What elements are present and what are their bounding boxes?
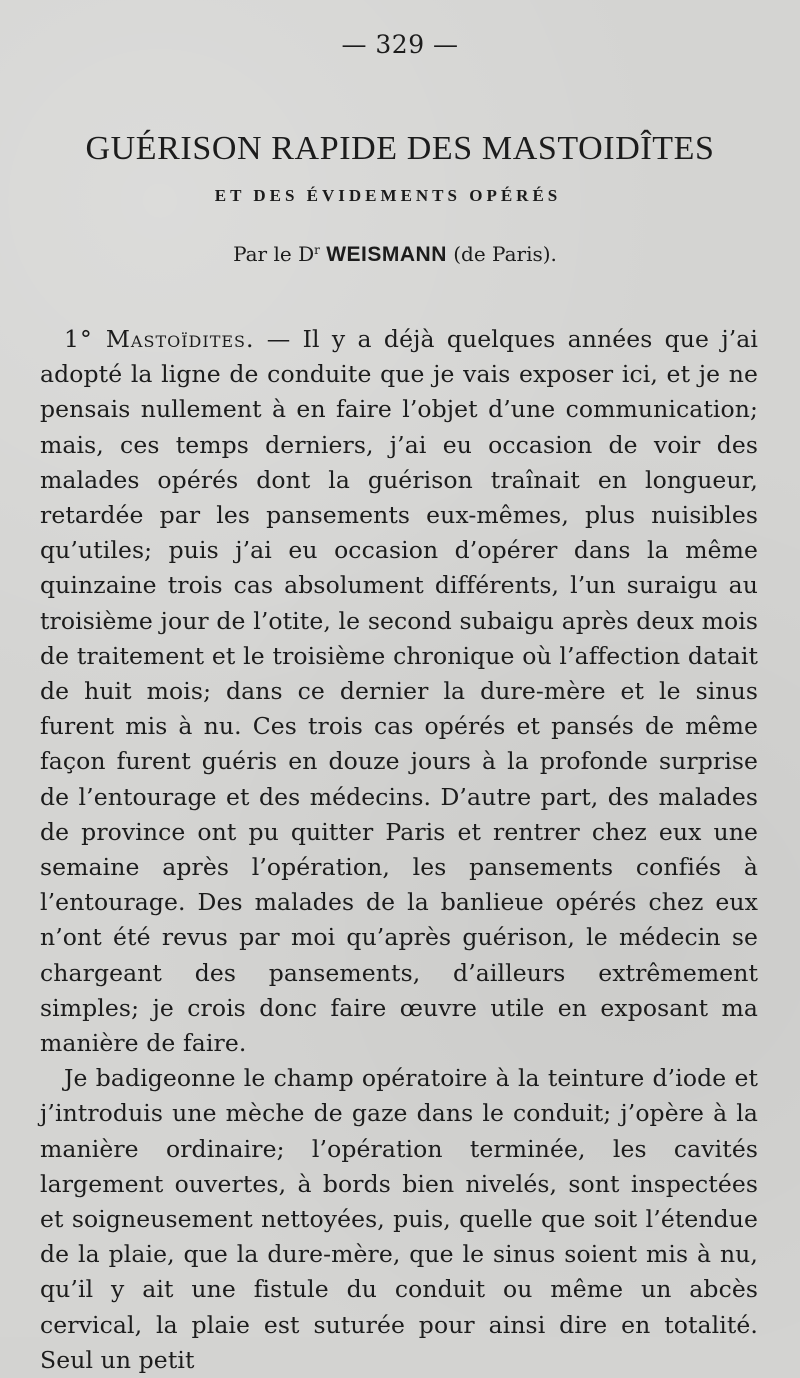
paragraph-text: — Il y a déjà quelques années que j’ai adopté la ligne de conduite que je vais exposer ici, et je ne pensais nullement à en faire l’objet d’une communication; mais, ces temps derniers, j’ai eu occasion de voir des malades opérés dont la guérison traînait en longueur, retardée par les pansements eux-mêmes, plus nuisibles qu’utiles; puis j’ai eu occasion d’opérer dans la même quinzaine trois cas absolument différents, l’un suraigu au troisième jour de l’otite, le second subaigu après deux mois de traitement et le troisième chronique où l’affection datait de huit mois; dans ce dernier la dure-mère et le sinus furent mis à nu. Ces trois cas opérés et pansés de même façon furent guéris en douze jours à la profonde surprise de l’entourage et des médecins. D’autre part, des malades de province ont pu quitter Paris et rentrer chez eux une semaine après l’opération, les pansements confiés à l’entourage. Des malades de la banlieue opérés chez eux n’ont été revus par moi qu’après guérison, le médecin se chargeant des pansements, d’ailleurs extrêmement simples; je crois donc faire œuvre utile en exposant ma manière de faire. [40,325,759,1058]
article-title: GUÉRISON RAPIDE DES MASTOIDÎTES [85,130,715,167]
section-heading: 1° Mastoïdites. [64,325,255,353]
body-paragraph [40,322,758,1061]
article-body [40,322,758,1378]
article-byline [0,242,790,267]
article-subtitle: ET DES ÉVIDEMENTS OPÉRÉS [214,186,562,205]
byline-prefix-superscript: r [314,243,320,257]
body-paragraph [40,1061,758,1378]
author-name: WEISMANN [326,243,447,266]
page-number: — 329 — [341,30,459,59]
byline-suffix: (de Paris). [453,242,557,266]
byline-prefix: Par le D [233,242,315,266]
paragraph-text: Je badigeonne le champ opératoire à la teinture d’iode et j’introduis une mèche de gaze dans le conduit; j’opère à la manière ordinaire; l’opération terminée, les cavités largement ouvertes, à bords bien nivelés, sont inspectées et soigneusement nettoyées, puis, quelle que soit l’étendue de la plaie, que la dure-mère, que le sinus soient mis à nu, qu’il y ait une fistule du conduit ou même un abcès cervical, la plaie est suturée pour ainsi dire en totalité. Seul un petit [40,1064,758,1374]
